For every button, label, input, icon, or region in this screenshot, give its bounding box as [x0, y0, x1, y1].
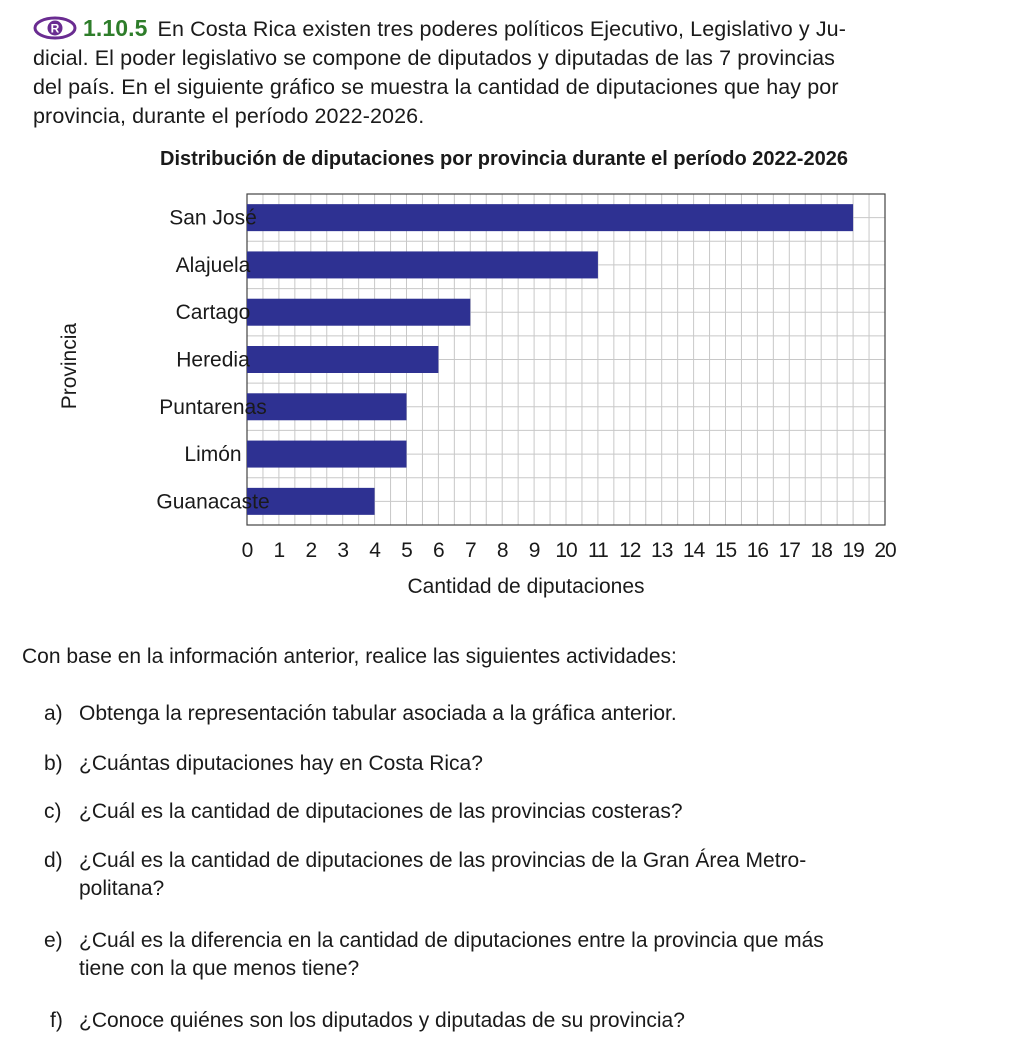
- question-letter: b): [44, 752, 63, 775]
- bar: [247, 299, 470, 326]
- x-tick-label: 20: [874, 539, 896, 562]
- x-tick-label: 2: [305, 539, 317, 562]
- bar: [247, 346, 438, 373]
- intro-line-2: dicial. El poder legislativo se compone de diputados y diputadas de las 7 provincias: [33, 46, 835, 70]
- bar: [247, 393, 407, 420]
- question-text-cont: tiene con la que menos tiene?: [79, 957, 360, 980]
- bar: [247, 251, 598, 278]
- bar-chart: [40, 190, 920, 620]
- x-tick-label: 13: [651, 539, 673, 562]
- x-tick-label: 5: [401, 539, 412, 562]
- intro-text-1: En Costa Rica existen tres poderes políticos Ejecutivo, Legislativo y Ju-: [157, 17, 847, 41]
- badge-letter: R: [50, 21, 60, 36]
- intro-line-4: provincia, durante el período 2022-2026.: [33, 104, 425, 128]
- x-tick-label: 17: [778, 539, 800, 562]
- x-tick-label: 15: [714, 539, 737, 562]
- x-tick-label: 18: [810, 539, 832, 562]
- x-tick-label: 3: [337, 539, 349, 562]
- question-text: ¿Cuál es la cantidad de diputaciones de las provincias costeras?: [79, 800, 683, 823]
- question-text: ¿Conoce quiénes son los diputados y diputadas de su provincia?: [79, 1009, 685, 1032]
- question-f: [50, 1007, 1005, 1035]
- x-tick-label: 12: [619, 539, 641, 562]
- category-label: Puntarenas: [159, 395, 267, 419]
- x-tick-label: 1: [273, 539, 285, 562]
- review-badge-icon: [33, 16, 77, 38]
- category-label: Heredia: [176, 348, 250, 372]
- activities-intro: Con base en la información anterior, realice las siguientes actividades:: [22, 645, 677, 668]
- x-tick-label: 10: [555, 539, 577, 562]
- category-label: Cartago: [175, 301, 251, 325]
- category-label: Limón: [184, 443, 242, 467]
- category-label: Guanacaste: [156, 490, 270, 514]
- question-letter: a): [44, 702, 63, 725]
- x-tick-label: 14: [682, 539, 705, 562]
- x-tick-label: 6: [433, 539, 444, 562]
- x-tick-label: 4: [369, 539, 380, 562]
- question-letter: f): [50, 1009, 63, 1032]
- question-text: Obtenga la representación tabular asociada a la gráfica anterior.: [79, 702, 677, 725]
- question-text-cont: politana?: [79, 877, 165, 900]
- chart-title: Distribución de diputaciones por provincia durante el período 2022-2026: [160, 148, 848, 170]
- question-d: [44, 847, 999, 903]
- x-tick-label: 19: [842, 539, 864, 562]
- question-text: ¿Cuál es la cantidad de diputaciones de las provincias de la Gran Área Metro-: [79, 849, 807, 872]
- question-letter: e): [44, 929, 63, 952]
- x-tick-label: 16: [746, 539, 769, 562]
- x-tick-label: 9: [528, 539, 540, 562]
- category-label: Alajuela: [175, 253, 251, 277]
- exercise-number: 1.10.5: [83, 15, 148, 41]
- bar: [247, 204, 853, 231]
- question-letter: d): [44, 849, 63, 872]
- question-a: [44, 700, 999, 728]
- question-e: [44, 927, 999, 983]
- x-tick-label: 0: [241, 539, 253, 562]
- category-label: San José: [169, 206, 257, 230]
- intro-line-3: del país. En el siguiente gráfico se muestra la cantidad de diputaciones que hay por: [33, 75, 839, 99]
- question-c: [44, 798, 999, 826]
- x-axis-label: Cantidad de diputaciones: [407, 575, 645, 598]
- y-axis-label: Provincia: [58, 322, 81, 410]
- exercise-intro: [33, 14, 999, 131]
- question-text: ¿Cuántas diputaciones hay en Costa Rica?: [79, 752, 483, 775]
- bar: [247, 441, 407, 468]
- intro-line-1: [33, 14, 999, 44]
- question-b: [44, 750, 999, 778]
- question-letter: c): [44, 800, 62, 823]
- x-tick-label: 7: [464, 539, 476, 562]
- x-tick-label: 11: [587, 539, 608, 562]
- x-tick-label: 8: [496, 539, 508, 562]
- question-text: ¿Cuál es la diferencia en la cantidad de diputaciones entre la provincia que más: [79, 929, 824, 952]
